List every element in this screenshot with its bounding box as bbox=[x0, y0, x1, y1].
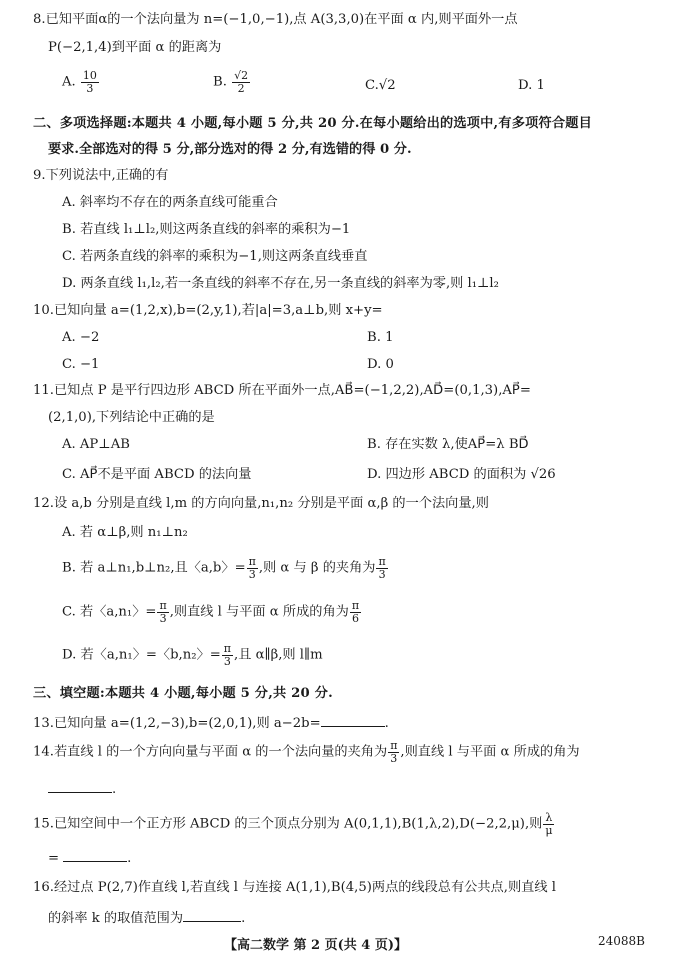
q11-stem-line2: (2,1,0),下列结论中正确的是 bbox=[48, 410, 215, 425]
q14-fraction bbox=[388, 740, 399, 764]
q8-option-a-fraction bbox=[81, 70, 99, 94]
q13-text: 13.已知向量 a=(1,2,−3),b=(2,0,1),则 a−2b= bbox=[33, 716, 321, 731]
q10-stem: 10.已知向量 a=(1,2,x),b=(2,y,1),若|a|=3,a⊥b,则 x+y= bbox=[33, 303, 383, 318]
q12-option-d-text2: ,且 α∥β,则 l∥m bbox=[234, 647, 323, 663]
fraction-denominator: 3 bbox=[159, 611, 167, 625]
q13-end: . bbox=[384, 716, 389, 731]
q16-end: . bbox=[241, 911, 246, 926]
fraction-numerator: π bbox=[351, 599, 360, 612]
q9-stem: 9.下列说法中,正确的有 bbox=[33, 168, 169, 183]
fraction-denominator: 3 bbox=[378, 567, 386, 581]
fraction-numerator: λ bbox=[545, 811, 553, 824]
q10-option-d: D. 0 bbox=[367, 357, 394, 372]
q15-answer-blank[interactable] bbox=[63, 860, 127, 862]
section2-heading-line1: 二、多项选择题:本题共 4 小题,每小题 5 分,共 20 分.在每小题给出的选项中,有多项符合题目 bbox=[33, 116, 593, 131]
q12-stem: 12.设 a,b 分别是直线 l,m 的方向向量,n₁,n₂ 分别是平面 α,β 的一个法向量,则 bbox=[33, 496, 489, 511]
q12-option-c bbox=[62, 600, 362, 624]
q8-option-a-label: A. bbox=[62, 74, 76, 90]
q15-text: 15.已知空间中一个正方形 ABCD 的三个顶点分别为 A(0,1,1),B(1,λ,2),D(−2,2,μ),则 bbox=[33, 816, 543, 832]
fraction-denominator: 3 bbox=[390, 751, 398, 765]
q8-option-b bbox=[213, 70, 251, 94]
fraction-numerator: π bbox=[223, 642, 232, 655]
q15-fraction bbox=[543, 812, 554, 836]
q10-option-b: B. 1 bbox=[367, 330, 394, 345]
q15-equals: = bbox=[48, 851, 60, 866]
q12-option-d-fraction bbox=[222, 643, 233, 667]
fraction-numerator: 10 bbox=[82, 69, 97, 82]
q11-stem-line1: 11.已知点 P 是平行四边形 ABCD 所在平面外一点,AB⃗=(−1,2,2),AD⃗=(0,1,3),AP⃗= bbox=[33, 383, 531, 398]
q15-answer-line bbox=[48, 851, 131, 866]
q8-option-a bbox=[62, 70, 100, 94]
q12-option-d-text: D. 若〈a,n₁〉=〈b,n₂〉= bbox=[62, 647, 221, 663]
q9-option-a: A. 斜率均不存在的两条直线可能重合 bbox=[62, 195, 278, 210]
fraction-numerator: π bbox=[248, 555, 256, 568]
q12-option-b-text: B. 若 a⊥n₁,b⊥n₂,且〈a,b〉= bbox=[62, 560, 246, 576]
fraction-numerator: π bbox=[378, 555, 386, 568]
q8-stem-line2: P(−2,1,4)到平面 α 的距离为 bbox=[48, 40, 222, 55]
fraction-denominator: 6 bbox=[351, 611, 359, 625]
q14-answer-blank[interactable] bbox=[48, 791, 112, 793]
q13-stem bbox=[33, 712, 389, 731]
q13-answer-blank[interactable] bbox=[321, 725, 385, 727]
q16-stem-line1: 16.经过点 P(2,7)作直线 l,若直线 l 与连接 A(1,1),B(4,5)两点的线段总有公共点,则直线 l bbox=[33, 880, 556, 895]
footer-exam-code: 24088B bbox=[598, 934, 645, 948]
fraction-denominator: μ bbox=[545, 823, 553, 837]
section3-heading: 三、填空题:本题共 4 小题,每小题 5 分,共 20 分. bbox=[33, 686, 333, 701]
q12-option-a: A. 若 α⊥β,则 n₁⊥n₂ bbox=[62, 525, 188, 540]
fraction-numerator: π bbox=[390, 739, 398, 752]
q11-option-d: D. 四边形 ABCD 的面积为 √26 bbox=[367, 467, 556, 482]
q16-text: 的斜率 k 的取值范围为 bbox=[48, 911, 184, 926]
q9-option-b: B. 若直线 l₁⊥l₂,则这两条直线的斜率的乘积为−1 bbox=[62, 222, 351, 237]
q16-answer-blank[interactable] bbox=[183, 920, 241, 922]
q12-option-b-fraction1 bbox=[247, 556, 258, 580]
q8-option-d: D. 1 bbox=[518, 78, 545, 93]
q12-option-c-text2: ,则直线 l 与平面 α 所成的角为 bbox=[169, 604, 349, 620]
q12-option-c-fraction1 bbox=[157, 600, 168, 624]
q14-text: 14.若直线 l 的一个方向向量与平面 α 的一个法向量的夹角为 bbox=[33, 744, 388, 760]
fraction-denominator: 3 bbox=[248, 567, 256, 581]
q8-option-b-fraction bbox=[232, 70, 250, 94]
q14-answer-line bbox=[48, 782, 116, 797]
q11-option-b: B. 存在实数 λ,使AP⃗=λ BD⃗ bbox=[367, 437, 529, 452]
page-footer bbox=[0, 934, 677, 954]
q12-option-c-text: C. 若〈a,n₁〉= bbox=[62, 604, 157, 620]
q12-option-b bbox=[62, 556, 389, 580]
q10-option-a: A. −2 bbox=[62, 330, 100, 345]
q12-option-b-fraction2 bbox=[376, 556, 387, 580]
q12-option-b-text2: ,则 α 与 β 的夹角为 bbox=[258, 560, 376, 576]
q10-option-c: C. −1 bbox=[62, 357, 100, 372]
q15-end: . bbox=[127, 851, 132, 866]
q14-end: . bbox=[112, 782, 117, 797]
fraction-denominator: 3 bbox=[86, 81, 94, 95]
section2-heading-line2: 要求.全部选对的得 5 分,部分选对的得 2 分,有选错的得 0 分. bbox=[48, 142, 412, 157]
q11-option-a: A. AP⊥AB bbox=[62, 437, 130, 452]
q15-stem bbox=[33, 812, 555, 836]
q9-option-d: D. 两条直线 l₁,l₂,若一条直线的斜率不存在,另一条直线的斜率为零,则 l₁⊥l₂ bbox=[62, 276, 499, 291]
fraction-numerator: π bbox=[159, 599, 167, 612]
fraction-denominator: 3 bbox=[223, 654, 231, 668]
q16-stem-line2 bbox=[48, 907, 245, 926]
q8-option-b-label: B. bbox=[213, 74, 227, 90]
footer-page-info: 【高二数学 第 2 页(共 4 页)】 bbox=[224, 938, 408, 953]
q8-stem-line1: 8.已知平面α的一个法向量为 n=(−1,0,−1),点 A(3,3,0)在平面 α 内,则平面外一点 bbox=[33, 12, 518, 27]
fraction-numerator: √2 bbox=[234, 69, 249, 82]
q9-option-c: C. 若两条直线的斜率的乘积为−1,则这两条直线垂直 bbox=[62, 249, 368, 264]
q12-option-d bbox=[62, 643, 323, 667]
q14-text2: ,则直线 l 与平面 α 所成的角为 bbox=[400, 744, 580, 760]
q14-stem bbox=[33, 740, 580, 764]
q8-option-c: C.√2 bbox=[365, 78, 396, 93]
fraction-denominator: 2 bbox=[237, 81, 245, 95]
q11-option-c: C. AP⃗不是平面 ABCD 的法向量 bbox=[62, 467, 252, 482]
q12-option-c-fraction2 bbox=[350, 600, 361, 624]
